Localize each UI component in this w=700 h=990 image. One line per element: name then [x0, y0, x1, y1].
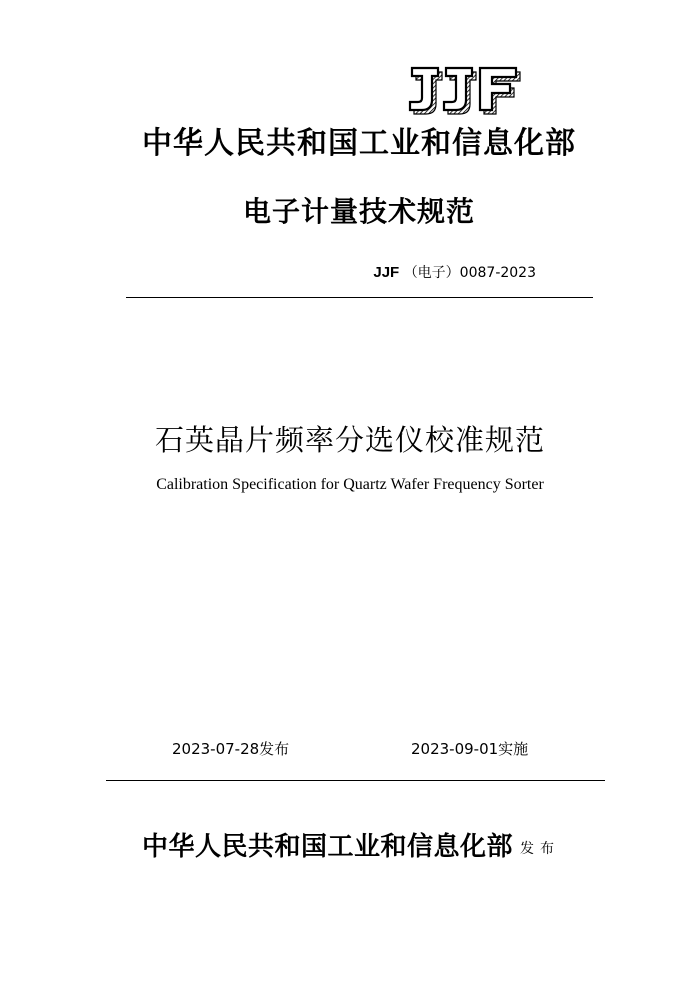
bottom-divider — [106, 780, 605, 781]
implementation-date: 2023-09-01实施 — [411, 740, 529, 758]
standard-code — [373, 262, 536, 282]
standard-code-number: （电子）0087-2023 — [403, 265, 536, 281]
top-divider — [126, 297, 593, 298]
issue-date: 2023-07-28发布 — [172, 740, 290, 758]
document-title-zh: 石英晶片频率分选仪校准规范 — [154, 423, 545, 457]
document-title-en: Calibration Specification for Quartz Wafer Frequency Sorter — [156, 476, 544, 493]
spec-type-heading: 电子计量技术规范 — [242, 195, 475, 228]
jjf-logo — [404, 66, 524, 116]
publish-label: 发布 — [520, 841, 560, 857]
publisher-name: 中华人民共和国工业和信息化部 — [142, 832, 514, 862]
standard-code-prefix: JJF — [373, 264, 400, 281]
ministry-title: 中华人民共和国工业和信息化部 — [142, 126, 576, 161]
